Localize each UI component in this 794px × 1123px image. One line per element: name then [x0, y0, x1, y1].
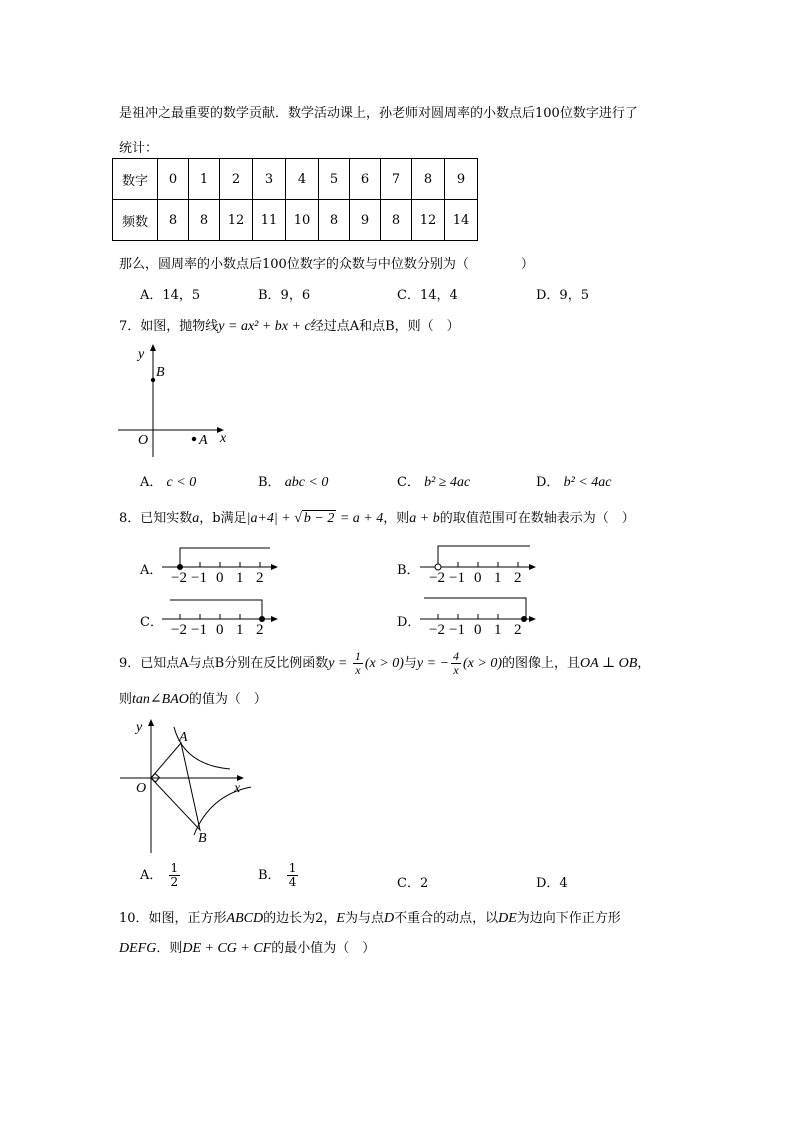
q7-question [119, 315, 460, 335]
q6-question: 那么，圆周率的小数点后100位数字的众数与中位数分别为（ ） [119, 257, 534, 272]
q9-label-b: B [198, 831, 207, 846]
q9-label-o: O [136, 781, 147, 796]
svg-text:−1: −1 [191, 622, 207, 638]
q7-label-o: O [138, 433, 149, 448]
svg-text:−1: −1 [449, 570, 465, 586]
svg-text:0: 0 [474, 570, 482, 586]
q9-question: 9．已知点A与点B分别在反比例函数y = $\frac{1}{x}$ (x > 0)与y = − $\frac{4}{x}$ (x > 0)的图像上，且OA ⊥ OB， [119, 649, 651, 677]
q7-option-b: B． abc < 0 [258, 475, 329, 490]
q7-option-a: A． c < 0 [140, 475, 197, 490]
q9-label-x: x [234, 781, 241, 796]
q9-label-a: A [179, 730, 188, 745]
intro-line-1: 是祖冲之最重要的数学贡献．数学活动课上，孙老师对圆周率的小数点后100位数字进行了 [119, 106, 638, 121]
q6-option-a: A．14，5 [140, 288, 201, 303]
q7-option-c: C． b² ≥ 4ac [397, 475, 471, 490]
q7-prefix: 7．如图，抛物线 [119, 319, 219, 334]
table-cell: 0 [158, 159, 189, 200]
q6-option-c: C．14，4 [397, 288, 458, 303]
intro-line-2: 统计： [119, 141, 159, 156]
table-cell: 11 [253, 200, 286, 241]
svg-text:−2: −2 [171, 570, 187, 586]
q7-y-arrow-icon [150, 344, 156, 351]
svg-text:1: 1 [236, 622, 244, 638]
q9-option-a: A． $\frac{1}{2}$ [140, 861, 179, 889]
svg-text:0: 0 [474, 622, 482, 638]
table-cell: 1 [189, 159, 220, 200]
q8-numberline-b [418, 540, 543, 586]
q8-b-arrow-icon [529, 564, 536, 570]
q9-option-d: D．4 [536, 876, 568, 891]
table-header-count: 频数 [113, 200, 158, 241]
table-cell: 5 [319, 159, 350, 200]
table-cell: 8 [158, 200, 189, 241]
q7-point-a [192, 437, 196, 441]
q8-option-a-label: A． [140, 563, 163, 578]
svg-text:2: 2 [514, 622, 522, 638]
svg-text:2: 2 [514, 570, 522, 586]
table-cell: 2 [220, 159, 253, 200]
table-cell: 8 [412, 159, 445, 200]
table-cell: 3 [253, 159, 286, 200]
table-header-digit: 数字 [113, 159, 158, 200]
table-cell: 7 [381, 159, 412, 200]
q8-option-b-label: B． [397, 563, 420, 578]
svg-text:0: 0 [216, 622, 224, 638]
table-cell: 14 [445, 200, 478, 241]
q6-option-d: D．9，5 [536, 288, 589, 303]
table-cell: 12 [412, 200, 445, 241]
table-cell: 8 [319, 200, 350, 241]
q7-label-a: A [199, 433, 208, 448]
q10-question-line-2: DEFG．则DE + CG + CF的最小值为（ ） [119, 941, 376, 956]
frequency-table [112, 158, 478, 241]
svg-text:−2: −2 [429, 570, 445, 586]
table-cell: 4 [286, 159, 319, 200]
svg-text:1: 1 [494, 622, 502, 638]
q7-option-d: D． b² < 4ac [536, 475, 612, 490]
q7-point-b [151, 378, 155, 382]
q8-b-range [438, 546, 530, 564]
q8-option-d-label: D． [397, 615, 421, 630]
table-cell: 9 [445, 159, 478, 200]
q8-d-endpoint [521, 616, 527, 622]
q8-d-arrow-icon [529, 616, 536, 622]
q7-label-x: x [220, 431, 227, 446]
svg-text:1: 1 [494, 570, 502, 586]
q9-option-c: C．2 [397, 876, 429, 891]
q9-label-y: y [136, 720, 143, 735]
table-cell: 10 [286, 200, 319, 241]
svg-text:−1: −1 [449, 622, 465, 638]
q8-numberline-a [160, 540, 285, 586]
q7-label-b: B [156, 365, 165, 380]
table-row-counts [113, 200, 478, 241]
q8-d-range [424, 598, 526, 619]
q9-curve-neg-4-over-x [194, 787, 251, 835]
q8-option-c-label: C． [140, 615, 163, 630]
table-cell: 8 [381, 200, 412, 241]
q9-option-b: B． $\frac{1}{4}$ [258, 861, 297, 889]
q7-graph [118, 342, 233, 460]
q8-question: 8．已知实数a，b满足|a+4| + √ b − 2 = a + 4，则a + b的取值范围可在数轴表示为（ ） [119, 511, 635, 526]
table-cell: 12 [220, 200, 253, 241]
q6-option-b: B．9，6 [258, 288, 311, 303]
q8-numberline-c [160, 592, 285, 638]
svg-text:2: 2 [256, 622, 264, 638]
q7-label-y: y [138, 347, 145, 362]
q8-numberline-d [418, 592, 543, 638]
svg-text:0: 0 [216, 570, 224, 586]
table-cell: 8 [189, 200, 220, 241]
svg-text:2: 2 [256, 570, 264, 586]
table-cell: 6 [350, 159, 381, 200]
svg-text:1: 1 [236, 570, 244, 586]
q10-question: 10．如图，正方形ABCD的边长为2，E为与点D不重合的动点，以DE为边向下作正方形 [119, 911, 621, 926]
table-cell: 9 [350, 200, 381, 241]
svg-text:−2: −2 [171, 622, 187, 638]
svg-text:−1: −1 [191, 570, 207, 586]
q7-suffix: 经过点A和点B，则（ ） [310, 319, 460, 334]
table-row-digits [113, 159, 478, 200]
q9-question-line-2: 则tan∠BAO的值为（ ） [119, 692, 267, 707]
q7-formula: y = ax² + bx + c [218, 319, 311, 334]
q8-c-arrow-icon [271, 616, 278, 622]
svg-text:−2: −2 [429, 622, 445, 638]
q8-c-range [170, 600, 262, 619]
q8-a-range [180, 548, 270, 567]
q8-a-arrow-icon [271, 564, 278, 570]
q9-graph [118, 715, 258, 855]
q9-y-arrow-icon [148, 719, 154, 726]
